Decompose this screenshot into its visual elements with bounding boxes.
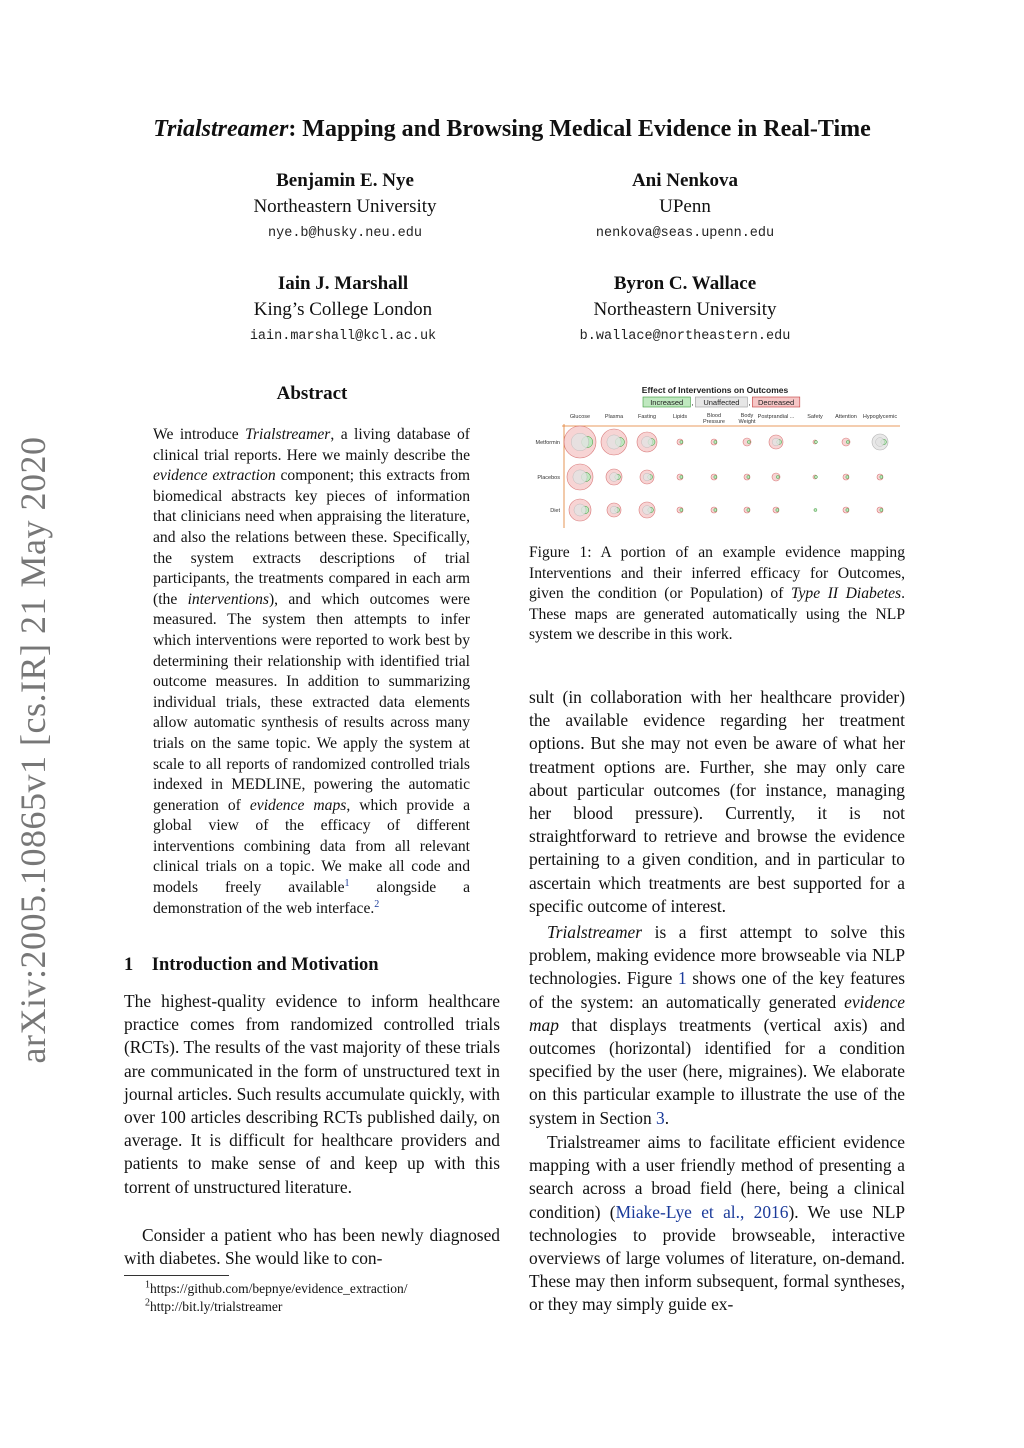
evidence-map-svg — [530, 380, 902, 530]
author-email[interactable]: iain.marshall@kcl.ac.uk — [249, 329, 437, 344]
outcome-label: Lipids — [672, 414, 688, 420]
outcome-label: Glucose — [569, 414, 591, 420]
para-text: is a first attempt to solve this problem, making evidence more browseable via NLP technologies. Figure — [529, 922, 905, 989]
para-italic: Trialstreamer — [547, 922, 643, 942]
bubble-increased — [880, 509, 883, 512]
section-number: 1 — [124, 955, 134, 975]
caption-italic: Type II Diabetes — [790, 585, 902, 603]
bubble-unaffected — [772, 438, 780, 446]
bubble-marks — [564, 426, 888, 521]
abstract-italic: evidence maps — [249, 796, 347, 814]
section-title: Introduction and Motivation — [151, 955, 379, 975]
outcome-label: Body — [740, 413, 754, 419]
author-block-1 — [180, 168, 510, 248]
author-block-3 — [178, 271, 508, 351]
intervention-row-labels — [536, 440, 561, 514]
author-name: Ani Nenkova — [631, 170, 739, 191]
outcome-label: Fasting — [637, 414, 657, 420]
intervention-label: Metformin — [535, 440, 560, 446]
outcome-label: Pressure — [702, 419, 726, 425]
author-name: Iain J. Marshall — [277, 273, 409, 294]
author-affiliation: Northeastern University — [253, 196, 437, 217]
abstract-italic: interventions — [187, 590, 269, 608]
bubble-increased — [747, 441, 750, 444]
bubble-increased — [880, 476, 883, 479]
bubble-unaffected — [610, 473, 619, 482]
bubble-increased — [846, 509, 849, 512]
figure-ref-link[interactable]: 1 — [677, 968, 687, 989]
para-text: Trialstreamer aims to facilitate efficient evidence mapping with a user friendly method of presenting a search across a broad field (here, being a clinical condition) ( — [529, 1132, 905, 1222]
bubble-increased — [776, 476, 779, 479]
author-block-4 — [520, 271, 850, 351]
abstract-text: , a living database of clinical trial reports. Here we mainly describe the — [153, 426, 470, 464]
author-email[interactable]: b.wallace@northeastern.edu — [579, 329, 791, 344]
bubble-unaffected — [607, 435, 621, 449]
abstract-text: component; this extracts from biomedical abstracts key pieces of information that clinicians need when appraising the literature, and also the relations between these. Specifically, the system extracts descriptions of trial participants, the treatments compared in each arm (the — [153, 467, 471, 608]
footnote-rule — [124, 1275, 229, 1276]
bubble-increased — [680, 476, 683, 479]
abstract-text: We introduce — [153, 426, 246, 443]
caption-text: Figure 1: A portion of an example evidence mapping Interventions and their inferred efficacy for Outcomes, given the condition (or Population) of — [529, 544, 905, 603]
author-affiliation: King’s College London — [253, 299, 433, 320]
title-rest: : Mapping and Browsing Medical Evidence in Real-Time — [288, 116, 871, 142]
author-affiliation: Northeastern University — [593, 299, 777, 320]
bubble-unaffected — [610, 506, 618, 514]
intro-paragraph-1: The highest-quality evidence to inform healthcare practice comes from randomized controlled trials (RCTs). The results of the vast majority of these trials are communicated in the form of unstructured text in journal articles. Such results accumulate quickly, with over 100 articles describing RCTs published daily, on average. It is difficult for healthcare providers and patients to make sense of and keep up with this torrent of unstructured literature. — [124, 991, 500, 1197]
bubble-increased — [714, 509, 717, 512]
author-name: Byron C. Wallace — [613, 273, 757, 294]
section-heading — [124, 955, 504, 976]
abstract-italic: evidence extraction — [153, 467, 276, 485]
bubble-unaffected — [643, 473, 651, 481]
author-email[interactable]: nye.b@husky.neu.edu — [268, 226, 422, 241]
intro-paragraph-2: Consider a patient who has been newly diagnosed with diabetes. She would like to con- — [124, 1225, 500, 1269]
legend-separator: , — [691, 398, 694, 407]
para-text: . — [664, 1107, 670, 1128]
legend-label: Decreased — [757, 398, 795, 407]
figure-caption — [529, 543, 905, 646]
outcome-label: Attention — [835, 414, 857, 420]
legend-label: Unaffected — [703, 398, 740, 407]
outcome-label: Safety — [807, 414, 823, 420]
right-paragraph-1: sult (in collaboration with her healthcare provider) the available evidence regarding her treatment options. But she may not even be aware of what her treatment options are. Further, she may only care about particular outcomes (for instance, managing her blood pressure). Currently, it is not straightforward to retrieve and browse the evidence pertaining to a given condition, and in particular to ascertain which treatments are best supported for a specific outcome of interest. — [529, 687, 905, 916]
author-name: Benjamin E. Nye — [276, 170, 414, 191]
bubble-increased — [846, 441, 849, 444]
para-text: that displays treatments (vertical axis) and outcomes (horizontal) identified for a condition specified by the user (here, migraines). We elaborate on this particular example to illustrate the use of the system in Section — [529, 1014, 905, 1128]
para-italic: evidence map — [529, 991, 905, 1035]
bubble-increased — [714, 476, 717, 479]
section-ref-link[interactable]: 3 — [656, 1107, 665, 1128]
bubble-increased — [714, 441, 717, 444]
footnote-link[interactable]: https://github.com/bepnye/evidence_extraction/ — [150, 1281, 408, 1296]
bubble-increased — [814, 441, 817, 444]
paper-title — [100, 116, 924, 143]
outcome-label: Blood — [706, 413, 722, 419]
footnote-ref-1[interactable]: 1 — [344, 877, 350, 889]
footnote-2 — [145, 1298, 505, 1316]
bubble-unaffected — [643, 506, 652, 515]
caption-text: . These maps are generated automatically using the NLP system we describe in this work. — [529, 585, 905, 644]
figure-title: Effect of Interventions on Outcomes — [641, 385, 789, 395]
bubble-increased — [814, 509, 817, 512]
evidence-map-figure — [530, 380, 902, 530]
abstract-heading: Abstract — [276, 383, 348, 404]
intervention-label: Diet — [550, 508, 560, 514]
outcome-label: Plasma — [604, 414, 624, 420]
para-text: shows one of the key features of the system: an automatically generated — [529, 968, 906, 1012]
footnote-link[interactable]: http://bit.ly/trialstreamer — [150, 1299, 283, 1314]
right-paragraph-3 — [529, 1131, 905, 1317]
para-text: ). We use NLP technologies to provide browseable, interactive overviews of large volumes of literature, on-demand. These may then inform subsequent, formal syntheses, or they may simply guide ex- — [529, 1201, 905, 1315]
bubble-increased — [747, 476, 750, 479]
bubble-increased — [846, 476, 849, 479]
bubble-increased — [814, 476, 817, 479]
intervention-label: Placebos — [537, 475, 560, 481]
abstract-text: alongside a demonstration of the web interface. — [153, 879, 470, 917]
bubble-unaffected — [574, 504, 586, 516]
bubble-unaffected — [573, 470, 587, 484]
right-paragraph-2 — [529, 921, 905, 1130]
author-block-2 — [520, 168, 850, 248]
footnote-ref-2[interactable]: 2 — [374, 898, 380, 910]
figure-legend — [643, 397, 800, 407]
title-italic: Trialstreamer — [153, 116, 289, 142]
outcome-label: Hypoglycemic — [862, 414, 898, 420]
author-email[interactable]: nenkova@seas.upenn.edu — [595, 226, 775, 241]
footnote-1 — [145, 1280, 505, 1298]
bubble-unaffected — [571, 433, 589, 451]
legend-separator: , — [748, 398, 751, 407]
outcome-label: Postprandial ... — [757, 414, 795, 420]
bubble-increased — [680, 509, 683, 512]
abstract-text: , which provide a global view of the efficacy of different interventions combining data from all relevant clinical trials on a topic. We make all code and models freely available — [153, 796, 470, 897]
arxiv-sidebar-stamp: arXiv:2005.10865v1 [cs.IR] 21 May 2020 — [13, 436, 53, 1064]
citation-link[interactable]: Miake-Lye et al., 2016 — [615, 1201, 789, 1222]
author-affiliation: UPenn — [659, 196, 711, 217]
abstract-italic: Trialstreamer — [245, 426, 331, 443]
abstract-body — [153, 425, 470, 919]
bubble-unaffected — [876, 438, 885, 447]
bubble-increased — [747, 509, 750, 512]
bubble-unaffected — [642, 437, 653, 448]
bubble-increased — [776, 509, 779, 512]
bubble-increased — [680, 441, 683, 444]
legend-label: Increased — [650, 398, 684, 407]
abstract-text: ), and which outcomes were measured. The system then attempts to infer which interventions were reported to work best by determining their relationship with identified trial outcome measures. In addition to summarizing individual trials, these extracted data elements allow automatic synthesis of results across many trials on the same topic. We apply the system at scale to all reports of randomized controlled trials indexed in MEDLINE, powering the automatic generation of — [153, 590, 470, 814]
footnote-mark: 1 — [145, 1279, 150, 1291]
outcome-label: Weight — [738, 419, 756, 425]
footnote-mark: 2 — [145, 1297, 150, 1309]
